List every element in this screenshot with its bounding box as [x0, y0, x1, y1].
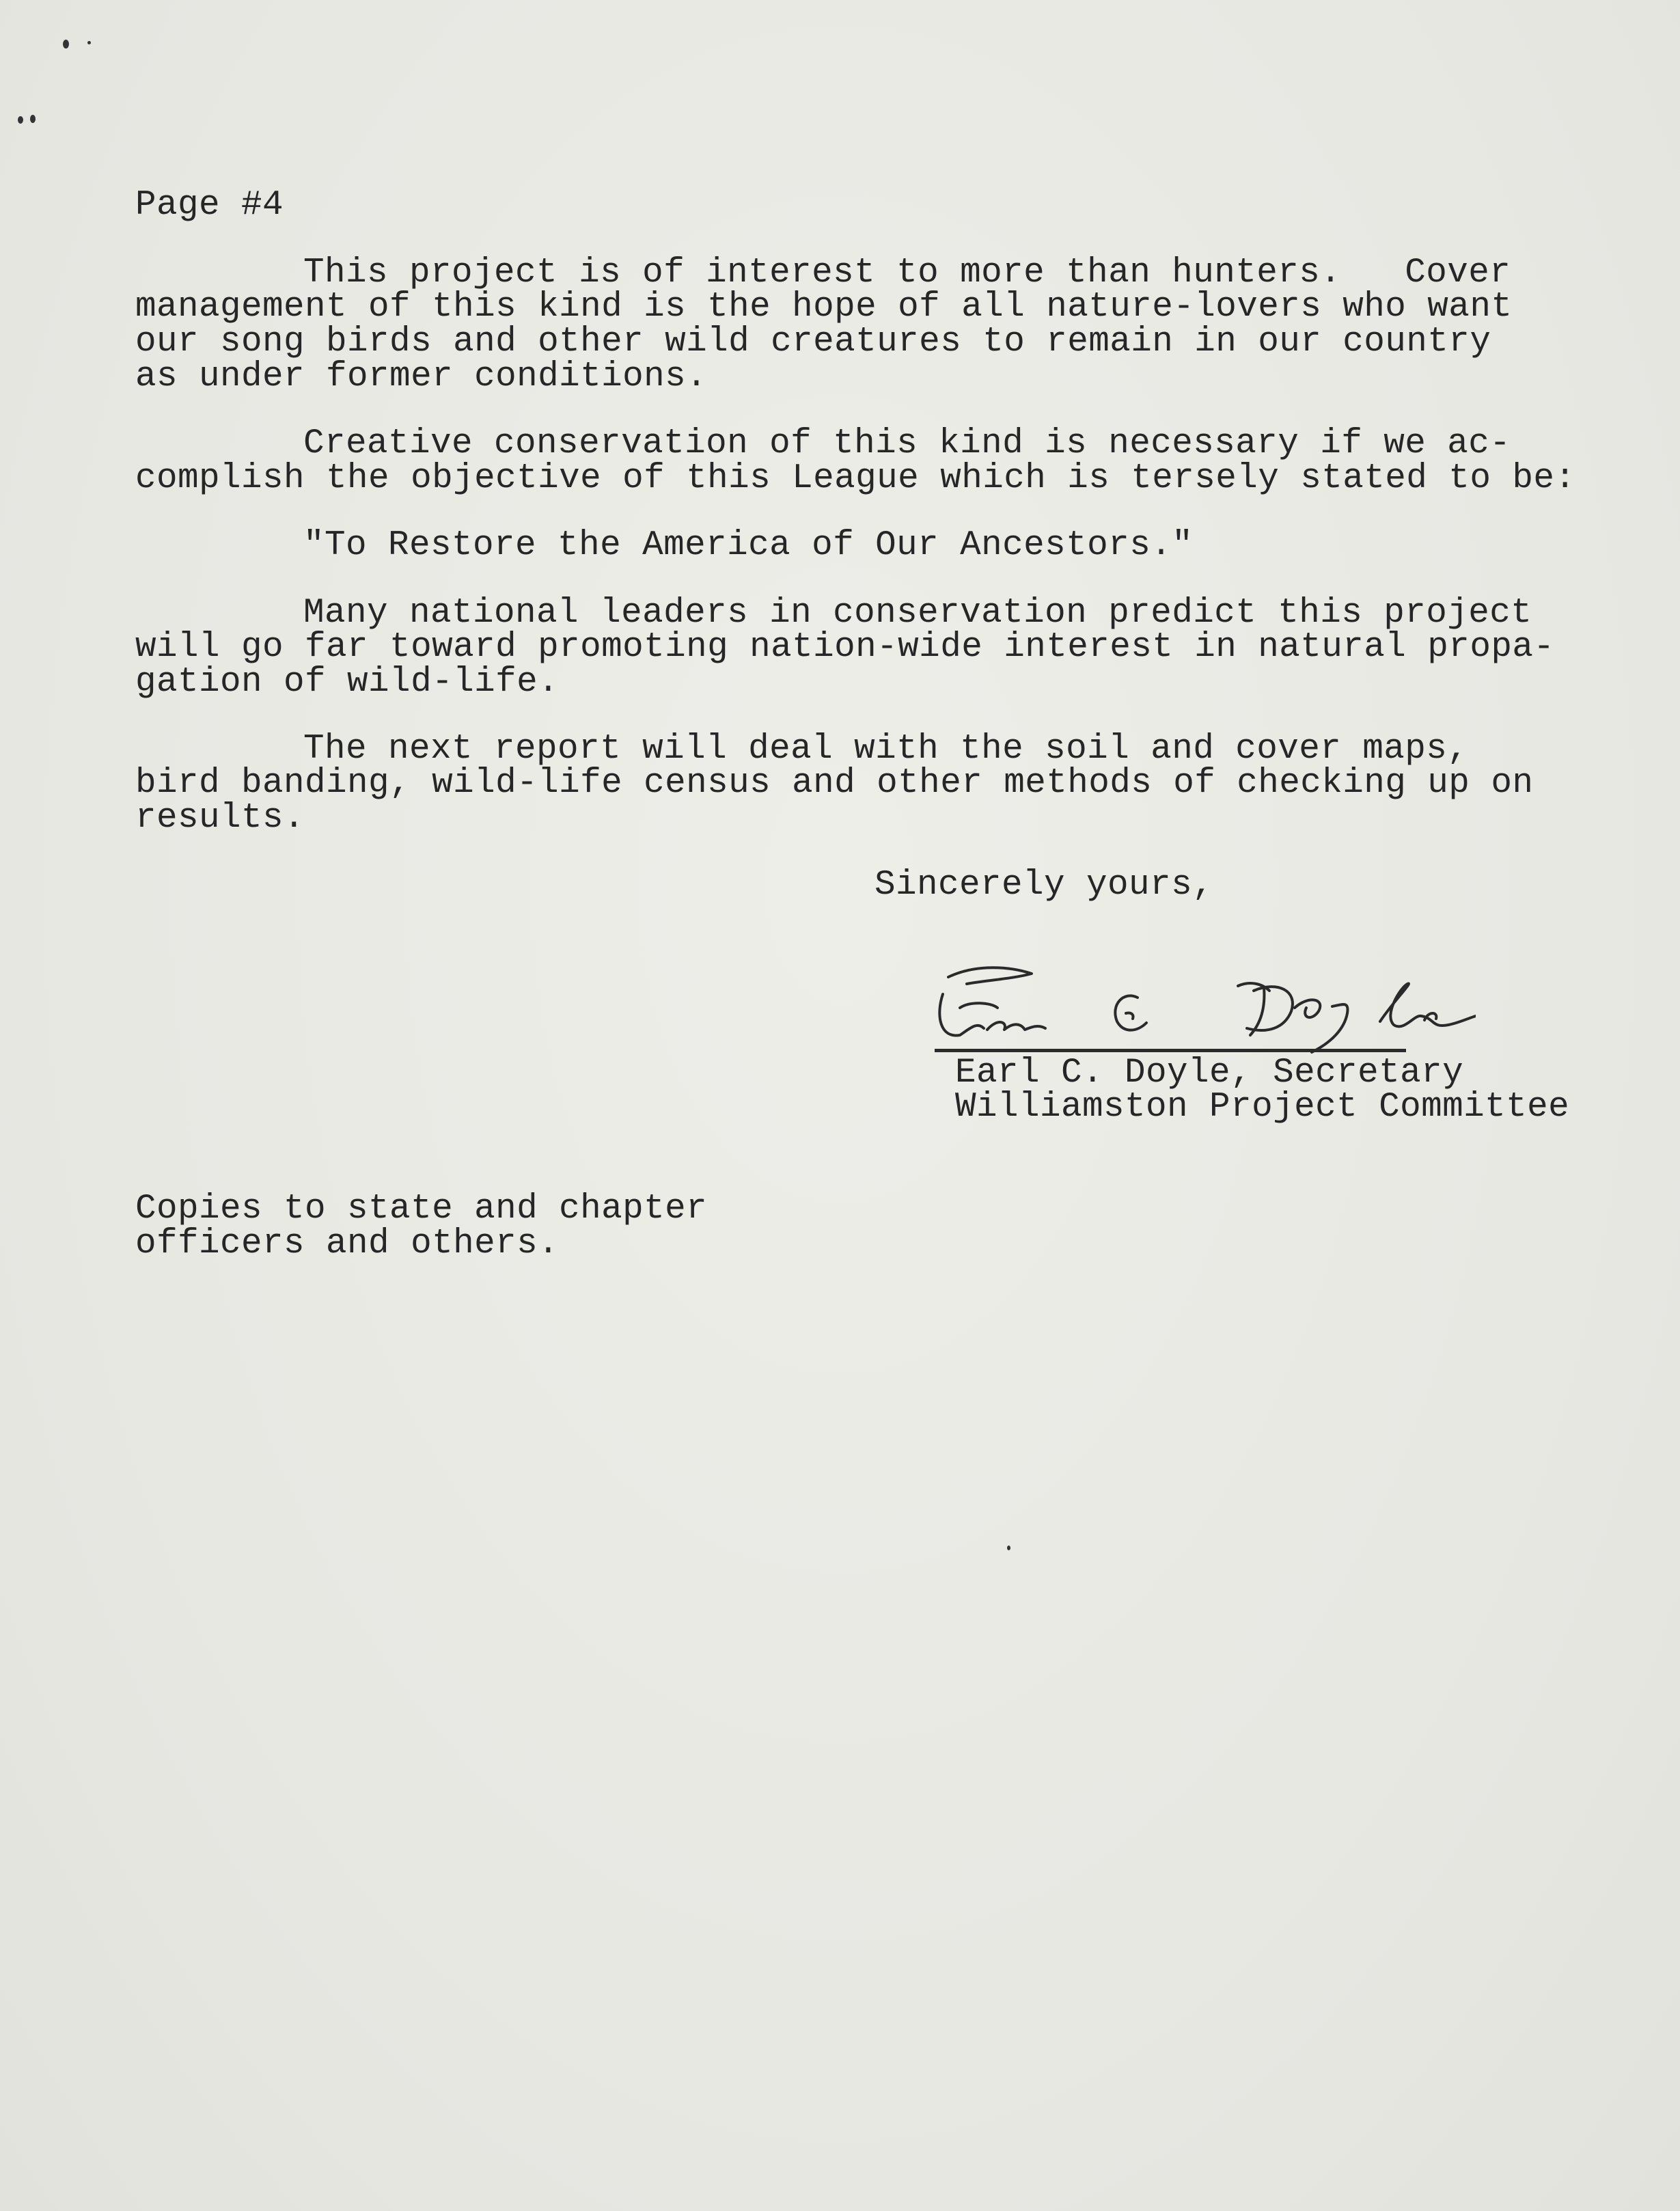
paragraph-1-line-4: as under former conditions. — [135, 357, 708, 396]
quoted-objective: "To Restore the America of Our Ancestors." — [303, 526, 1194, 565]
copies-line-2: officers and others. — [135, 1224, 560, 1263]
handwritten-signature — [929, 953, 1476, 1056]
paragraph-3-line-3: gation of wild-life. — [135, 663, 560, 702]
paragraph-1-line-1: This project is of interest to more than hunters. Cover — [303, 253, 1511, 292]
scan-speck — [87, 41, 91, 44]
scan-speck — [18, 116, 23, 124]
signer-committee: Williamston Project Committee — [955, 1088, 1570, 1127]
signer-name-title: Earl C. Doyle, Secretary — [955, 1054, 1464, 1093]
paragraph-3-line-2: will go far toward promoting nation-wide interest in natural propa- — [135, 628, 1555, 667]
paragraph-4-line-3: results. — [135, 799, 305, 838]
paragraph-3-line-1: Many national leaders in conservation predict this project — [303, 594, 1532, 633]
scan-speck — [1007, 1546, 1010, 1550]
signature-rule — [935, 1049, 1406, 1052]
copies-line-1: Copies to state and chapter — [135, 1190, 708, 1228]
paragraph-2-line-2: complish the objective of this League which is tersely stated to be: — [135, 459, 1576, 498]
page-number: Page #4 — [135, 186, 284, 225]
paragraph-4-line-2: bird banding, wild-life census and other methods of checking up on — [135, 764, 1534, 803]
paragraph-4-line-1: The next report will deal with the soil and cover maps, — [303, 730, 1469, 769]
scan-speck — [63, 40, 69, 49]
paragraph-2-line-1: Creative conservation of this kind is necessary if we ac- — [303, 424, 1511, 463]
paragraph-1-line-3: our song birds and other wild creatures to remain in our country — [135, 322, 1491, 361]
salutation: Sincerely yours, — [875, 866, 1214, 905]
scan-speck — [30, 115, 36, 123]
paragraph-1-line-2: management of this kind is the hope of all nature-lovers who want — [135, 288, 1513, 327]
